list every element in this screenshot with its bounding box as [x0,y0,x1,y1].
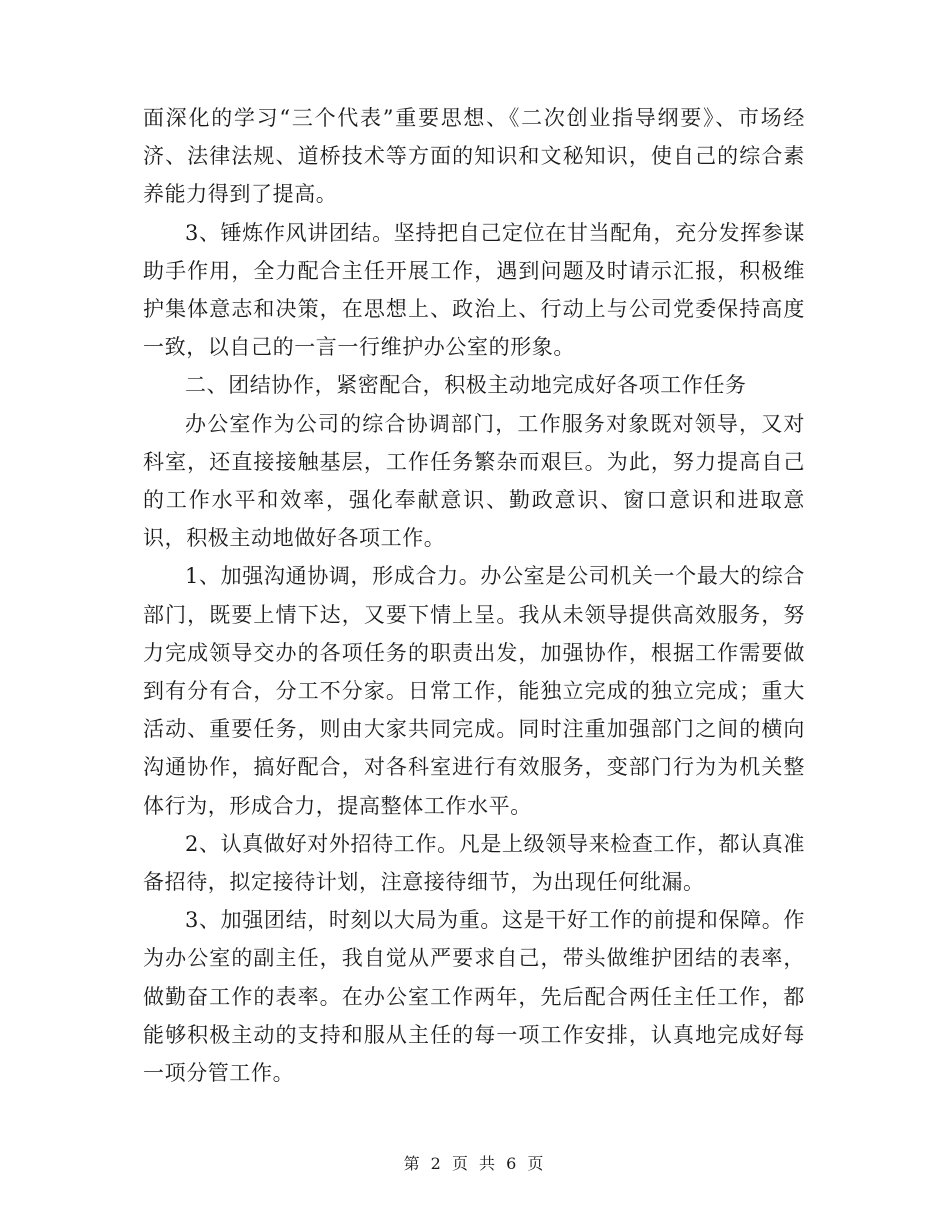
page-number-footer: 第 2 页 共 6 页 [403,1154,547,1173]
document-body [143,99,805,1092]
paragraph-communication: 1、加强沟通协调，形成合力。办公室是公司机关一个最大的综合部门，既要上情下达，又要下情上呈。我从未领导提供高效服务，努力完成领导交办的各项任务的职责出发，加强协作，根据工作需要做到有分有合，分工不分家。日常工作，能独立完成的独立完成；重大活动、重要任务，则由大家共同完成。同时注重加强部门之间的横向沟通协作，搞好配合，对各科室进行有效服务，变部门行为为机关整体行为，形成合力，提高整体工作水平。 [143,564,805,818]
section-heading-teamwork: 二、团结协作，紧密配合，积极主动地完成好各项工作任务 [185,373,747,398]
paragraph-office-role: 办公室作为公司的综合协调部门，工作服务对象既对领导，又对科室，还直接接触基层，工作任务繁杂而艰巨。为此，努力提高自己的工作水平和效率，强化奉献意识、勤政意识、窗口意识和进取意识，积极主动地做好各项工作。 [143,411,805,551]
paragraph-unity: 3、加强团结，时刻以大局为重。这是干好工作的前提和保障。作为办公室的副主任，我自觉从严要求自己，带头做维护团结的表率，做勤奋工作的表率。在办公室工作两年，先后配合两任主任工作，都能够积极主动的支持和服从主任的每一项工作安排，认真地完成好每一项分管工作。 [143,908,805,1086]
paragraph-work-style: 3、锤炼作风讲团结。坚持把自己定位在甘当配角，充分发挥参谋助手作用，全力配合主任开展工作，遇到问题及时请示汇报，积极维护集体意志和决策，在思想上、政治上、行动上与公司党委保持高度一致，以自己的一言一行维护办公室的形象。 [143,220,805,360]
paragraph-continuation: 面深化的学习“三个代表”重要思想、《二次创业指导纲要》、市场经济、法律法规、道桥技术等方面的知识和文秘知识，使自己的综合素养能力得到了提高。 [143,106,805,207]
paragraph-reception: 2、认真做好对外招待工作。凡是上级领导来检查工作，都认真准备招待，拟定接待计划，注意接待细节，为出现任何纰漏。 [143,831,805,895]
